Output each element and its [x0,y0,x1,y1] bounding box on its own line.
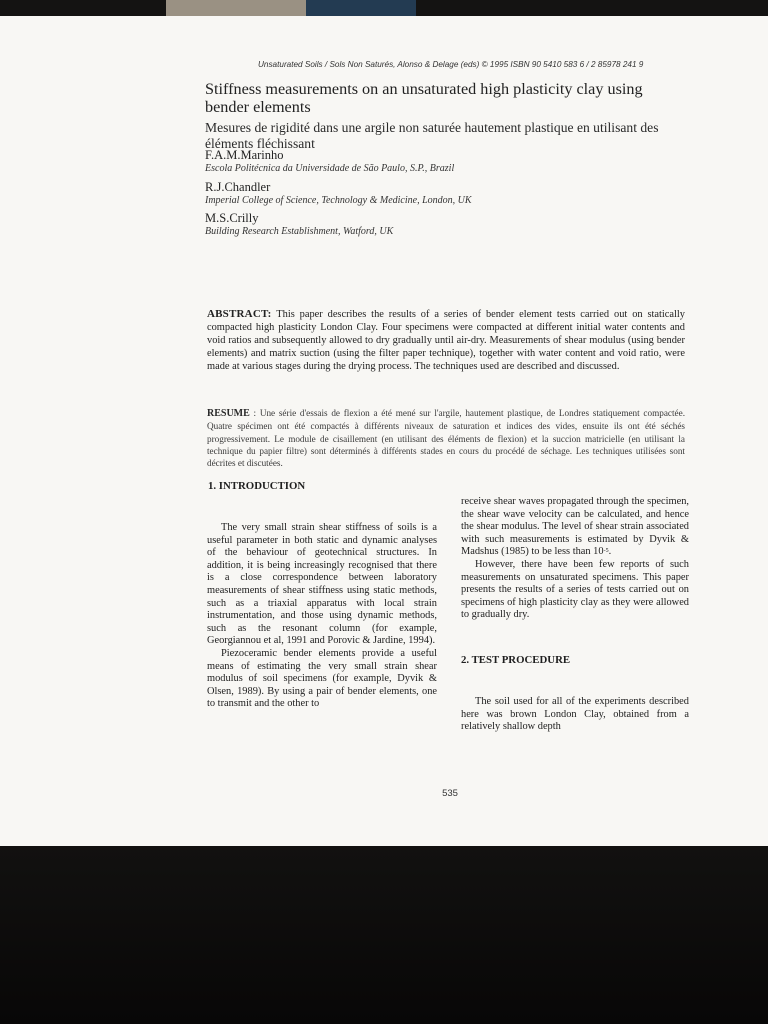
superscript: -5 [603,548,609,555]
author-affiliation: Building Research Establishment, Watford, UK [205,226,394,237]
resume [207,407,685,469]
resume-text: : Une série d'essais de flexion a été mené sur l'argile, hautement plastique, de Londres statiquement compactée. Quatre spécimen ont été compactés à différents niveaux de saturation et indices des vides, ensuite ils ont été séchés progressivement. Le module de cisaillement (en utilisant des éléments de flexion) et la succion matricielle (en utilisant la technique du papier filtre) sont déterminés à différents stades en cours du procédé de séchage. Les techniques utilisées sont décrites et discutées. [207,408,685,469]
abstract-text: This paper describes the results of a series of bender element tests carried out on statically compacted high plasticity London Clay. Four specimens were compacted at different initial water contents and void ratios and subsequently allowed to dry gradually until air-dry. Measurements of shear modulus (using bender elements) and matrix suction (using the filter paper technique), together with water content and void ratio, were made at various stages during the drying process. The techniques used are described and discussed. [207,309,685,372]
abstract-label: ABSTRACT: [207,308,272,320]
author-name: F.A.M.Marinho [205,148,284,162]
author-affiliation: Imperial College of Science, Technology & Medicine, London, UK [205,195,472,206]
author-block-2 [205,180,685,206]
paragraph: The soil used for all of the experiments described here was brown London Clay, obtained from a relatively shallow depth [461,696,689,733]
section-heading-test-procedure: 2. TEST PROCEDURE [461,654,571,666]
column-right-section2 [461,696,689,734]
scan-cover-edge [306,0,416,16]
abstract [207,308,685,374]
scan-page-lip [166,0,306,16]
scan-bottom-edge [0,846,768,1024]
paragraph: Piezoceramic bender elements provide a useful means of estimating the very small strain shear modulus of soil specimens (for example, Dyvik & Olsen, 1989). By using a pair of bender elements, one to transmit and the other to [207,647,437,710]
column-right [461,496,689,622]
resume-label: RESUME [207,408,250,419]
author-affiliation: Escola Politécnica da Universidade de São Paulo, S.P., Brazil [205,163,455,174]
scan-top-edge [0,0,768,16]
author-name: R.J.Chandler [205,180,271,194]
paragraph: The very small strain shear stiffness of soils is a useful parameter in both static and dynamic analyses of the behaviour of geotechnical structures. In addition, it is being increasingly recognised that there is a close correspondence between laboratory measurements of shear stiffness using static methods, such as a triaxial apparatus with local strain instrumentation, and those using dynamic methods, such as the resonant column (for example, Georgiannou et al, 1991 and Porovic & Jardine, 1994). [207,522,437,647]
paragraph: However, there have been few reports of such measurements on unsaturated specimens. This paper presents the results of a series of tests carried out on specimens of high plasticity clay as they were allowed to gradually dry. [461,558,689,621]
page-number: 535 [442,788,458,799]
proceedings-header: Unsaturated Soils / Sols Non Saturés, Alonso & Delage (eds) © 1995 ISBN 90 5410 583 6 / 2 85978 241 9 [258,60,644,69]
paper-title: Stiffness measurements on an unsaturated high plasticity clay using bender elements [205,80,643,116]
section-heading-introduction: 1. INTRODUCTION [208,480,306,492]
paper-subtitle-french: Mesures de rigidité dans une argile non saturée hautement plastique en utilisant des éléments fléchissant [205,120,659,151]
paper-page [0,16,768,846]
column-left [207,522,437,711]
paragraph-text: . [608,546,612,558]
author-name: M.S.Crilly [205,211,259,225]
author-block-1 [205,148,685,174]
author-block-3 [205,211,685,237]
paragraph-text: receive shear waves propagated through the specimen, the shear wave velocity can be calculated, and hence the shear modulus. The level of shear strain associated with such measurements is estimated by Dyvik & Madshus (1985) to be less than 10 [461,496,689,558]
paragraph [461,496,689,559]
